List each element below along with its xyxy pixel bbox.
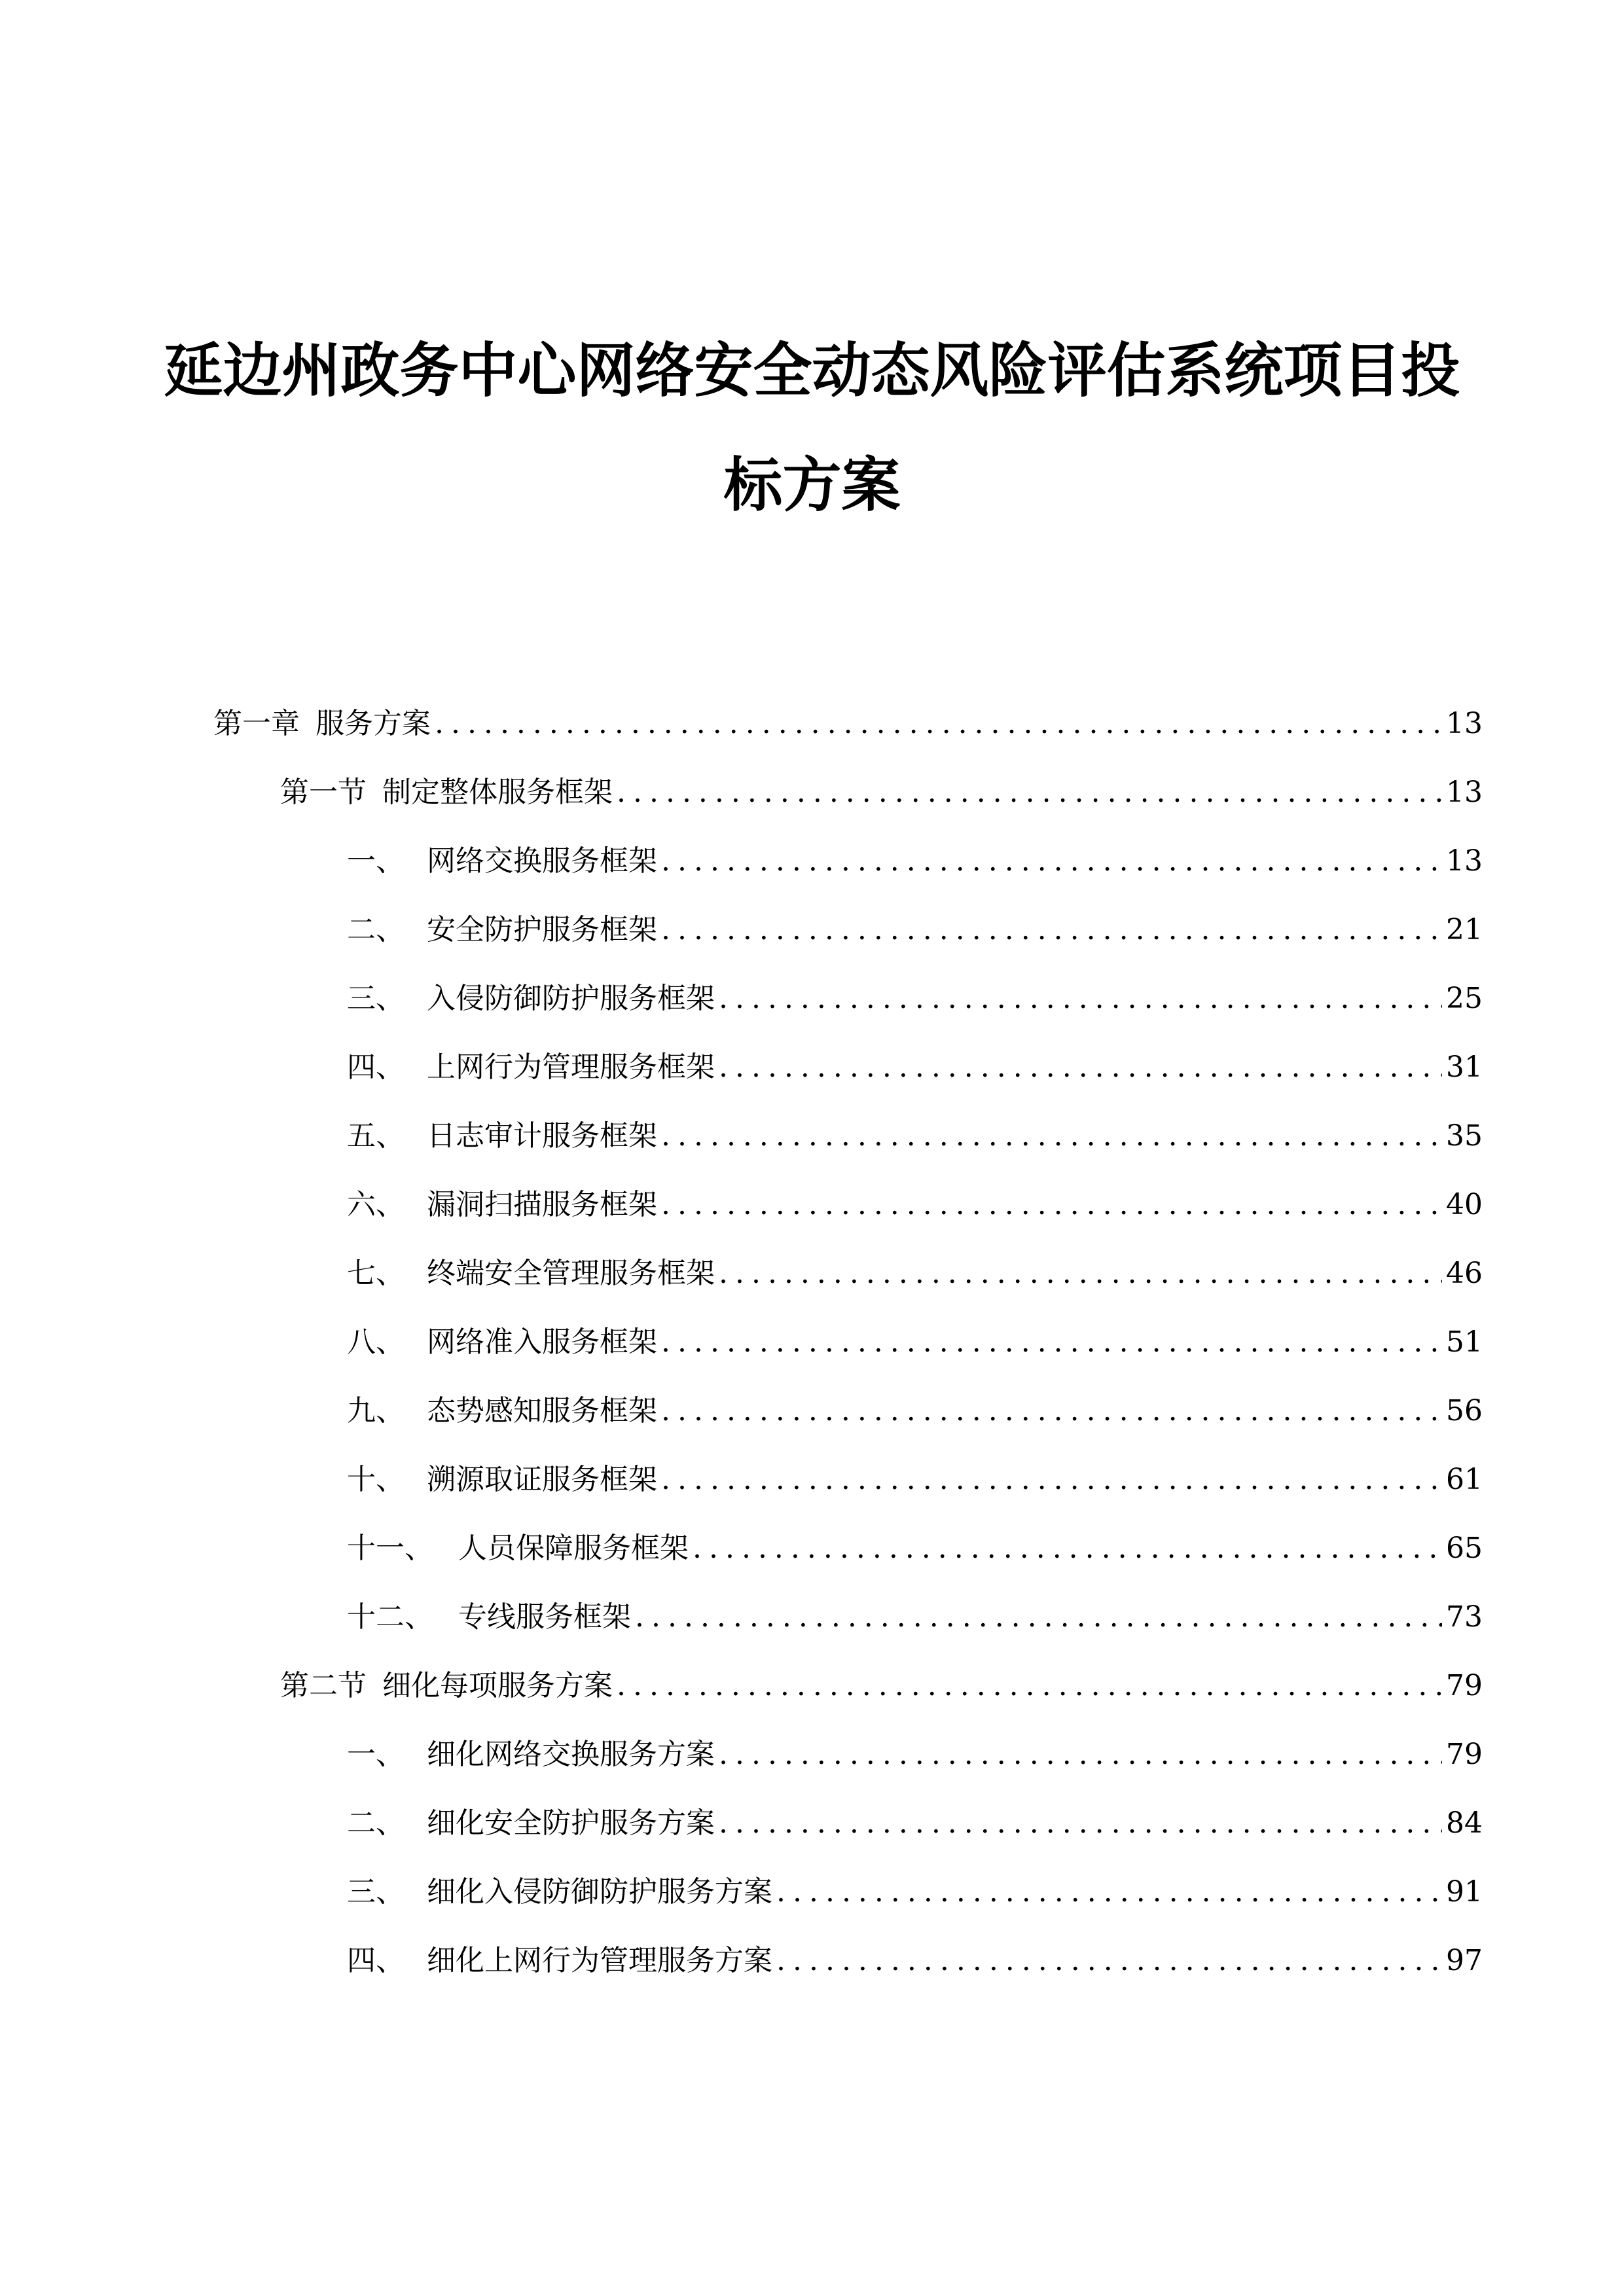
toc-entry-number: 十二、: [347, 1600, 433, 1634]
toc-entry-number: 十、: [347, 1463, 405, 1496]
dot-leader: [661, 912, 1442, 948]
dot-leader: [661, 1324, 1442, 1361]
dot-leader: [693, 1530, 1442, 1567]
toc-entry-title: 专线服务框架: [458, 1600, 631, 1634]
document-title-line2: 标方案: [723, 451, 901, 520]
toc-entry-title: 溯源取证服务框架: [427, 1463, 657, 1496]
dot-leader: [635, 1599, 1442, 1636]
dot-leader: [719, 1736, 1442, 1773]
toc-entry[interactable]: [347, 1805, 1483, 1842]
toc-entry-page: 40: [1446, 1188, 1483, 1221]
toc-entry-page: 79: [1446, 1738, 1483, 1771]
toc-entry[interactable]: [347, 1874, 1483, 1910]
toc-entry-title: 细化入侵防御防护服务方案: [427, 1875, 772, 1909]
dot-leader: [661, 1118, 1442, 1155]
toc-entry[interactable]: [213, 706, 1483, 742]
toc-entry-number: 第二节: [280, 1669, 367, 1702]
toc-entry-title: 态势感知服务框架: [427, 1394, 657, 1427]
toc-entry-title: 网络准入服务框架: [427, 1325, 657, 1359]
toc-entry[interactable]: [280, 774, 1483, 811]
dot-leader: [661, 843, 1442, 880]
toc-entry[interactable]: [347, 843, 1483, 880]
toc-entry-page: 46: [1446, 1257, 1483, 1290]
dot-leader: [435, 706, 1442, 742]
dot-leader: [661, 1393, 1442, 1429]
toc-entry-number: 七、: [347, 1257, 405, 1290]
toc-entry-page: 91: [1446, 1875, 1483, 1909]
dot-leader: [719, 980, 1442, 1017]
toc-entry[interactable]: [347, 1599, 1483, 1636]
toc-entry-page: 13: [1446, 776, 1483, 809]
toc-entry-page: 61: [1446, 1463, 1483, 1496]
toc-entry-page: 35: [1446, 1119, 1483, 1153]
toc-entry-title: 细化上网行为管理服务方案: [427, 1944, 772, 1977]
toc-entry-page: 56: [1446, 1394, 1483, 1427]
toc-entry-number: 九、: [347, 1394, 405, 1427]
toc-entry-title: 终端安全管理服务框架: [427, 1257, 715, 1290]
toc-entry-page: 13: [1446, 707, 1483, 740]
dot-leader: [719, 1805, 1442, 1842]
toc-entry[interactable]: [347, 1393, 1483, 1429]
toc-entry-number: 五、: [347, 1119, 405, 1153]
toc-entry-page: 13: [1446, 844, 1483, 878]
toc-entry-number: 八、: [347, 1325, 405, 1359]
toc-entry-title: 网络交换服务框架: [427, 844, 657, 878]
toc-entry[interactable]: [347, 1187, 1483, 1223]
toc-entry[interactable]: [347, 1118, 1483, 1155]
toc-entry-title: 细化安全防护服务方案: [427, 1806, 715, 1840]
toc-entry-title: 人员保障服务框架: [458, 1532, 689, 1565]
toc-entry-page: 84: [1446, 1806, 1483, 1840]
toc-entry-number: 三、: [347, 982, 405, 1015]
toc-entry-number: 一、: [347, 844, 405, 878]
toc-entry-number: 十一、: [347, 1532, 433, 1565]
dot-leader: [776, 1943, 1442, 1979]
toc-entry-number: 四、: [347, 1050, 405, 1084]
toc-entry-page: 51: [1446, 1325, 1483, 1359]
toc-entry-page: 65: [1446, 1532, 1483, 1565]
toc-entry[interactable]: [280, 1668, 1483, 1704]
toc-entry-page: 97: [1446, 1944, 1483, 1977]
toc-entry-number: 二、: [347, 1806, 405, 1840]
dot-leader: [776, 1874, 1442, 1910]
toc-entry-page: 25: [1446, 982, 1483, 1015]
dot-leader: [719, 1255, 1442, 1292]
toc-entry[interactable]: [347, 1943, 1483, 1979]
dot-leader: [661, 1187, 1442, 1223]
toc-entry[interactable]: [347, 1324, 1483, 1361]
toc-entry-number: 第一节: [280, 776, 367, 809]
document-title-line1: 延边州政务中心网络安全动态风险评估系统项目投: [164, 336, 1460, 405]
toc-entry-number: 六、: [347, 1188, 405, 1221]
toc-entry-title: 服务方案: [316, 707, 431, 740]
dot-leader: [661, 1462, 1442, 1498]
dot-leader: [617, 1668, 1442, 1704]
toc-entry-number: 二、: [347, 913, 405, 946]
toc-entry-page: 31: [1446, 1050, 1483, 1084]
toc-entry-title: 漏洞扫描服务框架: [427, 1188, 657, 1221]
dot-leader: [719, 1049, 1442, 1086]
toc-entry[interactable]: [347, 1049, 1483, 1086]
toc-entry-title: 入侵防御防护服务框架: [427, 982, 715, 1015]
toc-entry[interactable]: [347, 1736, 1483, 1773]
dot-leader: [617, 774, 1442, 811]
toc-entry[interactable]: [347, 912, 1483, 948]
toc-entry-page: 21: [1446, 913, 1483, 946]
toc-entry[interactable]: [347, 980, 1483, 1017]
toc-entry-number: 一、: [347, 1738, 405, 1771]
toc-entry-number: 四、: [347, 1944, 405, 1977]
toc-entry-page: 79: [1446, 1669, 1483, 1702]
toc-entry-number: 三、: [347, 1875, 405, 1909]
toc-entry-title: 细化网络交换服务方案: [427, 1738, 715, 1771]
toc-entry-number: 第一章: [213, 707, 300, 740]
toc-entry-title: 细化每项服务方案: [382, 1669, 613, 1702]
toc-entry[interactable]: [347, 1530, 1483, 1567]
toc-entry[interactable]: [347, 1255, 1483, 1292]
toc-entry-title: 日志审计服务框架: [427, 1119, 657, 1153]
toc-entry-page: 73: [1446, 1600, 1483, 1634]
toc-entry-title: 制定整体服务框架: [382, 776, 613, 809]
toc-entry-title: 上网行为管理服务框架: [427, 1050, 715, 1084]
toc-entry-title: 安全防护服务框架: [427, 913, 657, 946]
toc-entry[interactable]: [347, 1462, 1483, 1498]
